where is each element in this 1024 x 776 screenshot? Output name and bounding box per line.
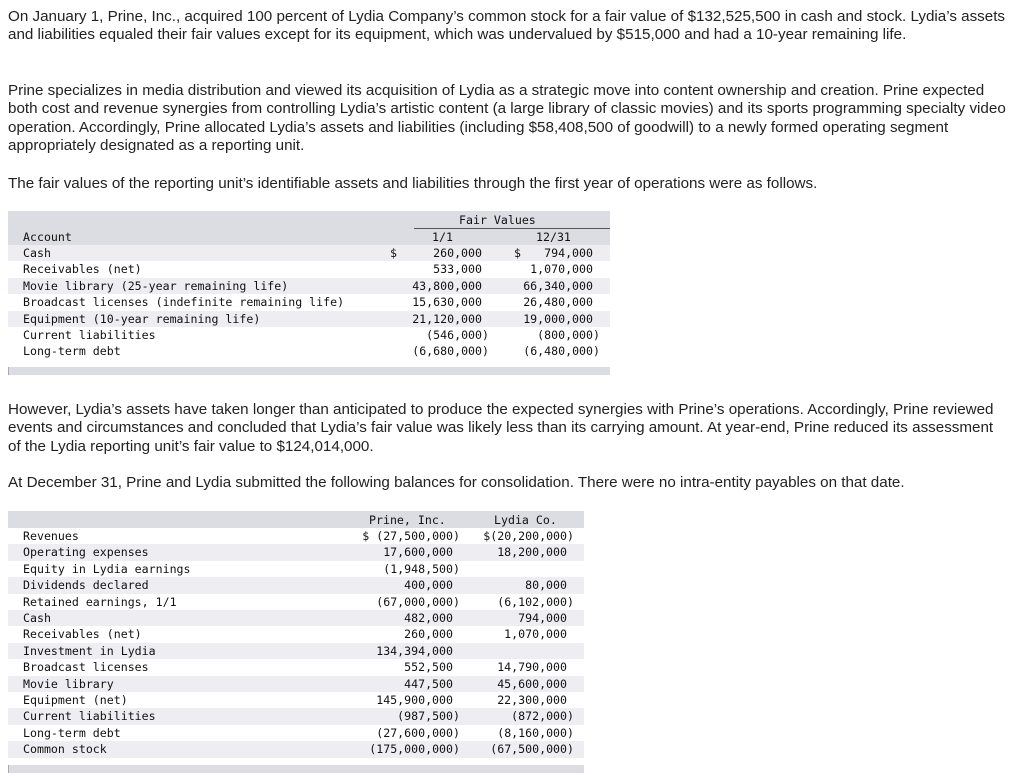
table-row: [8, 343, 610, 359]
lydia-column-header: Lydia Co.: [494, 513, 557, 527]
value-dec31: 19,000,000: [523, 311, 593, 326]
table-row: [8, 708, 584, 724]
account-label: Operating expenses: [23, 545, 149, 560]
value-dec31: 1,070,000: [530, 262, 593, 277]
value-jan1: 260,000: [433, 246, 482, 260]
prine-value: (175,000,000): [369, 742, 460, 757]
table-row: [8, 561, 584, 577]
account-label: Equity in Lydia earnings: [23, 561, 191, 576]
prine-value: (1,948,500): [383, 561, 460, 576]
lydia-value: 1,070,000: [504, 627, 567, 642]
table-row: [8, 741, 584, 757]
impairment-paragraph: However, Lydia’s assets have taken longer than anticipated to produce the expected synergies with Prine’s operations. Accordingly, Prine reviewed events and circumstances and concluded that Lydia’s fair value was likely less than its carrying amount. At year-end, Prine reduced its assessment of the Lydia reporting unit’s fair value to $124,014,000.: [8, 401, 994, 455]
prine-value: 260,000: [404, 627, 453, 642]
account-label: Investment in Lydia: [23, 643, 156, 658]
prine-value: (27,600,000): [376, 725, 460, 740]
account-label: Receivables (net): [23, 262, 142, 277]
table-row: [8, 544, 584, 560]
account-label: Movie library: [23, 676, 114, 691]
account-label: Broadcast licenses: [23, 660, 149, 675]
strategy-paragraph: Prine specializes in media distribution and viewed its acquisition of Lydia as a strategic move into content ownership and creation. Prine expected both cost and revenue synergies from controlling Lydia’s artistic content (a large library of classic movies) and its sports programming specialty video operation. Accordingly, Prine allocated Lydia’s assets and liabilities (including $58,408,500 of goodwill) to a newly formed operating segment appropriately designated as a reporting unit.: [8, 82, 1006, 155]
prine-value: 447,500: [404, 676, 453, 691]
prine-value: 482,000: [404, 611, 453, 625]
table-row: [8, 610, 584, 626]
table-row: [8, 278, 610, 294]
value-jan1: (6,680,000): [412, 344, 489, 359]
prine-value: 145,900,000: [376, 693, 453, 707]
lydia-value: $(20,200,000): [483, 529, 574, 543]
lydia-value: 794,000: [518, 611, 567, 625]
account-label: Long-term debt: [23, 344, 121, 359]
account-label: Retained earnings, 1/1: [23, 594, 177, 609]
currency-symbol: $: [514, 246, 521, 260]
account-label: Broadcast licenses (indefinite remaining life): [23, 295, 345, 310]
dec31-column-header: 12/31: [536, 230, 571, 244]
account-label: Equipment (10-year remaining life): [23, 311, 261, 326]
prine-value: (67,000,000): [376, 594, 460, 609]
lydia-value: (8,160,000): [497, 725, 574, 740]
account-label: Long-term debt: [23, 725, 121, 740]
table-row: [8, 626, 584, 642]
account-label: Dividends declared: [23, 578, 149, 593]
prine-value: (987,500): [397, 709, 460, 724]
account-label: Revenues: [23, 529, 79, 543]
prine-value: 400,000: [404, 578, 453, 593]
table-row: [8, 528, 584, 544]
prine-value: 134,394,000: [376, 643, 453, 658]
value-jan1: 15,630,000: [412, 295, 482, 310]
account-label: Cash: [23, 246, 51, 260]
value-dec31: 794,000: [544, 246, 593, 260]
value-jan1: (546,000): [426, 328, 489, 342]
account-label: Current liabilities: [23, 709, 156, 724]
currency-symbol: $: [390, 246, 397, 260]
fair-values-table: [8, 211, 610, 375]
jan1-column-header: 1/1: [432, 230, 453, 244]
account-label: Current liabilities: [23, 328, 156, 342]
account-label: Common stock: [23, 742, 107, 757]
consolidation-intro: At December 31, Prine and Lydia submitted the following balances for consolidation. There were no intra-entity payables on that date.: [8, 474, 905, 491]
consolidation-table: [8, 511, 584, 773]
account-label: Movie library (25-year remaining life): [23, 278, 289, 293]
table-row: [8, 294, 610, 310]
value-jan1: 43,800,000: [412, 278, 482, 293]
value-jan1: 533,000: [433, 262, 482, 277]
table-row: [8, 643, 584, 659]
lydia-value: 22,300,000: [497, 693, 567, 707]
lydia-value: (872,000): [511, 709, 574, 724]
table-row: [8, 659, 584, 675]
prine-value: 17,600,000: [383, 545, 453, 560]
lydia-value: 80,000: [525, 578, 567, 593]
table-row: [8, 594, 584, 610]
table-row: [8, 261, 610, 277]
lydia-value: 45,600,000: [497, 676, 567, 691]
account-label: Receivables (net): [23, 627, 142, 642]
lydia-value: (6,102,000): [497, 594, 574, 609]
fair-values-intro: The fair values of the reporting unit’s identifiable assets and liabilities through the first year of operations were as follows.: [8, 175, 818, 192]
prine-value: 552,500: [404, 660, 453, 675]
fair-values-group-header: Fair Values: [459, 213, 536, 227]
lydia-value: 14,790,000: [497, 660, 567, 675]
lydia-value: 18,200,000: [497, 545, 567, 560]
account-column-header: Account: [23, 230, 72, 244]
value-jan1: 21,120,000: [412, 311, 482, 326]
table-row: [8, 311, 610, 327]
value-dec31: 66,340,000: [523, 278, 593, 293]
value-dec31: 26,480,000: [523, 295, 593, 310]
table-row: [8, 245, 610, 261]
lydia-value: (67,500,000): [490, 742, 574, 757]
value-dec31: (6,480,000): [523, 344, 600, 359]
table-row: [8, 725, 584, 741]
intro-paragraph: On January 1, Prine, Inc., acquired 100 percent of Lydia Company’s common stock for a fair value of $132,525,500 in cash and stock. Lydia’s assets and liabilities equaled their fair values except for its equipment, which was undervalued by $515,000 and had a 10-year remaining life.: [8, 8, 1006, 44]
table-row: [8, 676, 584, 692]
table-footer-band: [8, 367, 610, 375]
table-row: [8, 577, 584, 593]
account-label: Equipment (net): [23, 693, 128, 707]
table-row: [8, 692, 584, 708]
value-dec31: (800,000): [537, 328, 600, 342]
prine-value: $ (27,500,000): [362, 529, 460, 543]
table-row: [8, 327, 610, 343]
account-label: Cash: [23, 611, 51, 625]
table-footer-band: [8, 765, 584, 773]
prine-column-header: Prine, Inc.: [369, 513, 446, 527]
